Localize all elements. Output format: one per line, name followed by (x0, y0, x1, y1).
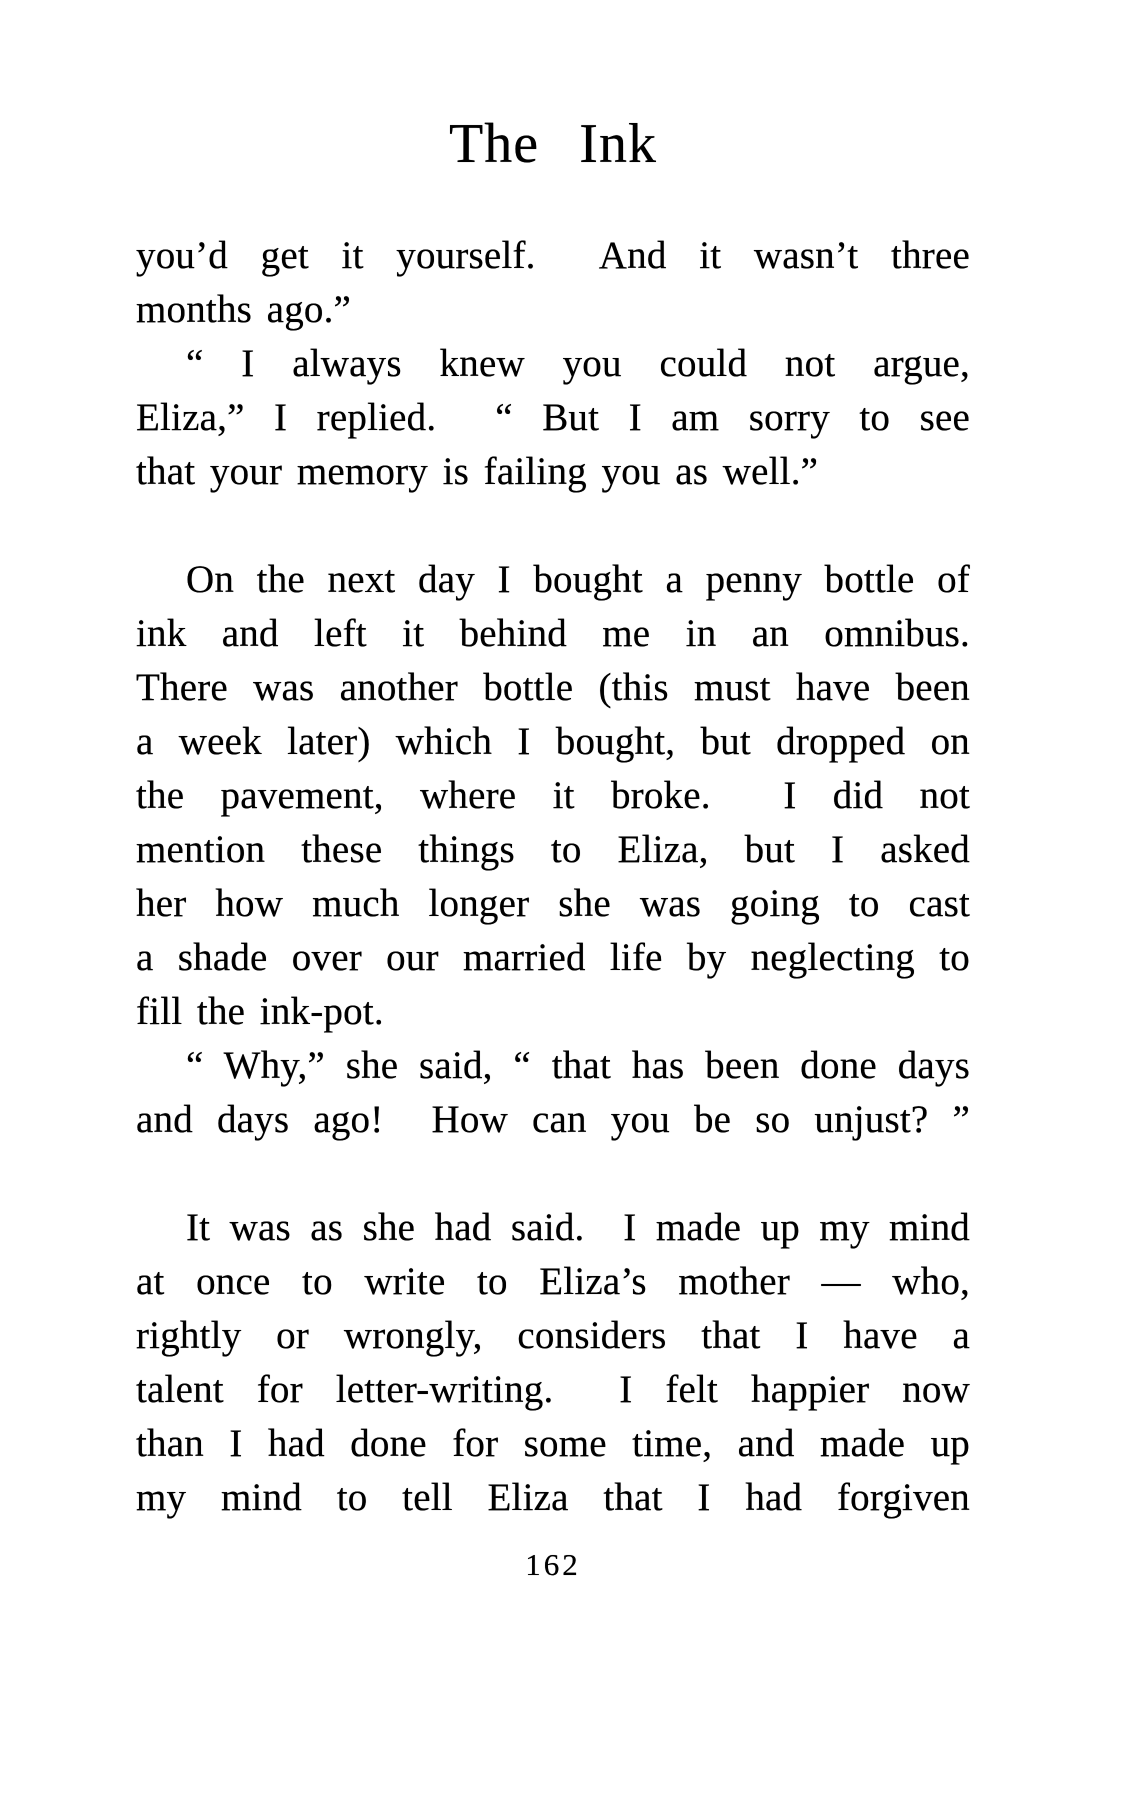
text-line: ink and left it behind me in an omnibus. (136, 612, 970, 655)
text-line: talent for letter-writing. I felt happier now (136, 1368, 970, 1411)
text-line: that your memory is failing you as well.” (136, 450, 819, 493)
text-line: months ago.” (136, 288, 352, 331)
text-line: you’d get it yourself. And it wasn’t three (136, 234, 970, 277)
text-line: fill the ink-pot. (136, 990, 384, 1033)
page-number: 162 (525, 1547, 581, 1582)
text-line: It was as she had said. I made up my mind (186, 1206, 970, 1249)
text-line: rightly or wrongly, considers that I have a (136, 1314, 970, 1357)
text-line: and days ago! How can you be so unjust? ” (136, 1098, 970, 1141)
text-line: There was another bottle (this must have been (136, 666, 970, 709)
text-line: my mind to tell Eliza that I had forgiven (136, 1476, 970, 1519)
text-line: “ Why,” she said, “ that has been done days (186, 1044, 970, 1087)
chapter-title: The Ink (449, 113, 657, 175)
section-break (136, 499, 970, 553)
text-line: “ I always knew you could not argue, (186, 342, 970, 385)
body-text (136, 229, 970, 1525)
text-line: at once to write to Eliza’s mother — who, (136, 1260, 970, 1303)
text-line: Eliza,” I replied. “ But I am sorry to see (136, 396, 970, 439)
text-line: the pavement, where it broke. I did not (136, 774, 970, 817)
text-line: mention these things to Eliza, but I asked (136, 828, 970, 871)
text-line: On the next day I bought a penny bottle of (186, 558, 970, 601)
text-line: a shade over our married life by neglecting to (136, 936, 970, 979)
text-line: than I had done for some time, and made up (136, 1422, 970, 1465)
section-break (136, 1147, 970, 1201)
text-line: a week later) which I bought, but dropped on (136, 720, 970, 763)
text-line: her how much longer she was going to cast (136, 882, 970, 925)
